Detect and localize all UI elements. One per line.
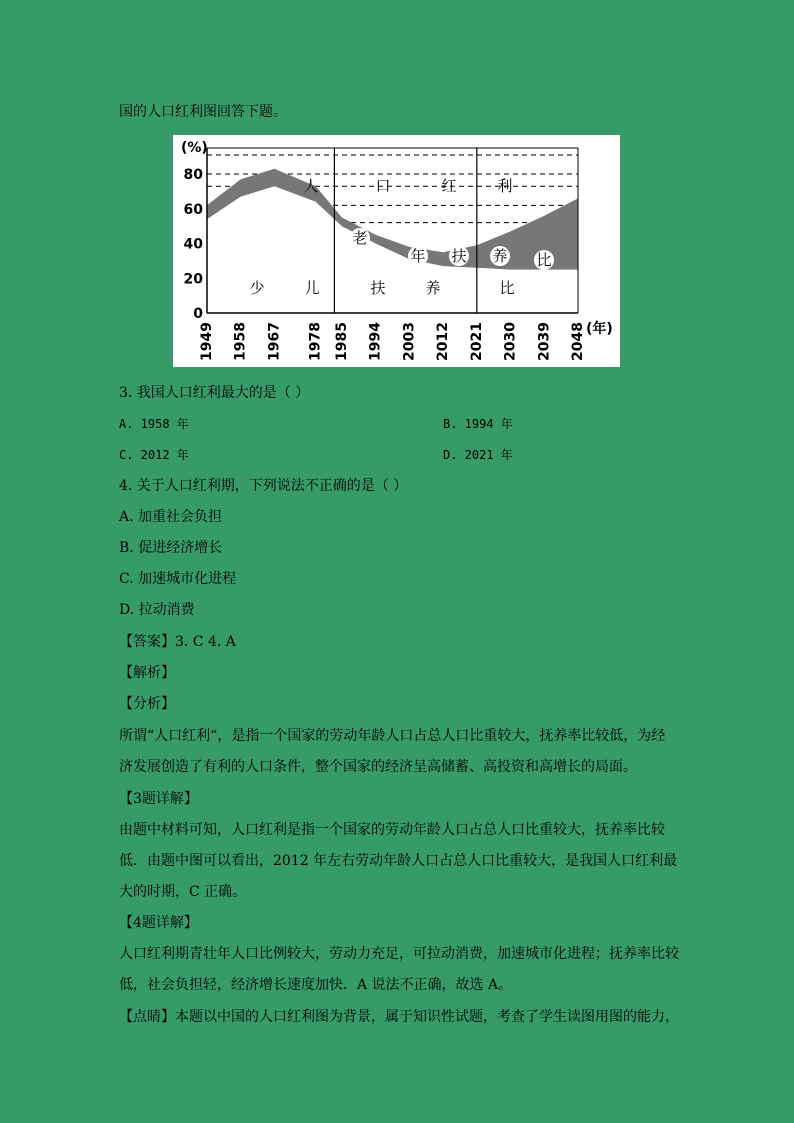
q3-option-b[interactable]: B. 1994 年 [443, 417, 513, 431]
y-axis-label: (%) [181, 140, 208, 156]
x-axis-label: (年) [586, 321, 613, 337]
x-tick-label: 1994 [367, 322, 384, 361]
x-tick-label: 1978 [307, 322, 324, 361]
fenxi-line-2: 济发展创造了有利的人口条件，整个国家的经济呈高储蓄、高投资和高增长的局面。 [119, 759, 637, 775]
x-tick-label: 2039 [536, 322, 553, 361]
x-tick-label: 1967 [266, 322, 283, 361]
region-label: 比 [536, 251, 552, 269]
q4-option-c[interactable]: C. 加速城市化进程 [119, 571, 237, 587]
y-tick-label: 80 [183, 167, 203, 184]
q3-option-c[interactable]: C. 2012 年 [119, 448, 189, 462]
q3-detail-line-2: 低．由题中图可以看出，2012 年左右劳动年龄人口占总人口比重较大，是我国人口红利最 [119, 853, 678, 869]
q4-detail-line-2: 低，社会负担轻，经济增长速度加快．A 说法不正确，故选 A。 [119, 977, 513, 993]
q4-detail-line-1: 人口红利期青壮年人口比例较大，劳动力充足，可拉动消费，加速城市化进程；抚养率比较 [119, 946, 679, 962]
analysis-heading: 【解析】 [119, 665, 175, 681]
q4-stem: 4. 关于人口红利期，下列说法不正确的是（ ） [119, 478, 408, 494]
answer-line: 【答案】3. C 4. A [119, 634, 236, 650]
region-label: 养 [425, 279, 441, 297]
x-tick-label: 2048 [570, 322, 586, 361]
fenxi-line-1: 所谓“人口红利“，是指一个国家的劳动年龄人口占总人口比重较大，抚养率比较低，为经 [119, 728, 666, 744]
q3-detail-line-3: 大的时期，C 正确。 [119, 884, 247, 900]
q4-detail-heading: 【4题详解】 [119, 915, 198, 931]
region-label: 扶 [370, 279, 386, 297]
x-tick-label: 2030 [502, 322, 519, 361]
q3-option-a[interactable]: A. 1958 年 [119, 417, 189, 431]
x-tick-label: 1949 [199, 322, 215, 361]
region-label: 年 [410, 247, 426, 265]
region-label: 扶 [451, 247, 467, 265]
dianjing-line: 【点睛】本题以中国的人口红利图为背景，属于知识性试题，考查了学生读图用图的能力， [119, 1009, 679, 1025]
region-label: 人 [303, 177, 319, 195]
region-label: 儿 [304, 279, 320, 297]
q3-detail-line-1: 由题中材料可知，人口红利是指一个国家的劳动年龄人口占总人口比重较大，抚养率比较 [119, 822, 665, 838]
q4-option-a[interactable]: A. 加重社会负担 [119, 509, 223, 525]
y-tick-label: 20 [183, 271, 203, 288]
region-label: 养 [492, 247, 508, 265]
y-tick-label: 40 [183, 236, 203, 253]
intro-text: 国的人口红利图回答下题。 [119, 104, 287, 120]
q3-option-d[interactable]: D. 2021 年 [443, 448, 513, 462]
y-tick-label: 0 [193, 306, 203, 322]
x-tick-label: 2012 [435, 322, 452, 361]
x-tick-label: 2021 [468, 322, 485, 361]
region-label: 少 [249, 279, 265, 297]
population-dividend-chart [173, 135, 620, 367]
chart-svg [173, 135, 620, 367]
region-label: 红 [441, 177, 457, 195]
x-tick-label: 1958 [232, 322, 249, 361]
q3-detail-heading: 【3题详解】 [119, 791, 198, 807]
q4-option-d[interactable]: D. 拉动消费 [119, 602, 195, 618]
region-label: 老 [352, 229, 368, 247]
q3-stem: 3. 我国人口红利最大的是（ ） [119, 385, 310, 401]
q4-option-b[interactable]: B. 促进经济增长 [119, 540, 223, 556]
region-label: 利 [497, 177, 513, 195]
region-label: 口 [375, 177, 391, 195]
y-tick-label: 60 [183, 201, 203, 218]
region-label: 比 [499, 279, 515, 297]
x-tick-label: 2003 [401, 322, 418, 361]
fenxi-heading: 【分析】 [119, 696, 175, 712]
x-tick-label: 1985 [333, 322, 350, 361]
